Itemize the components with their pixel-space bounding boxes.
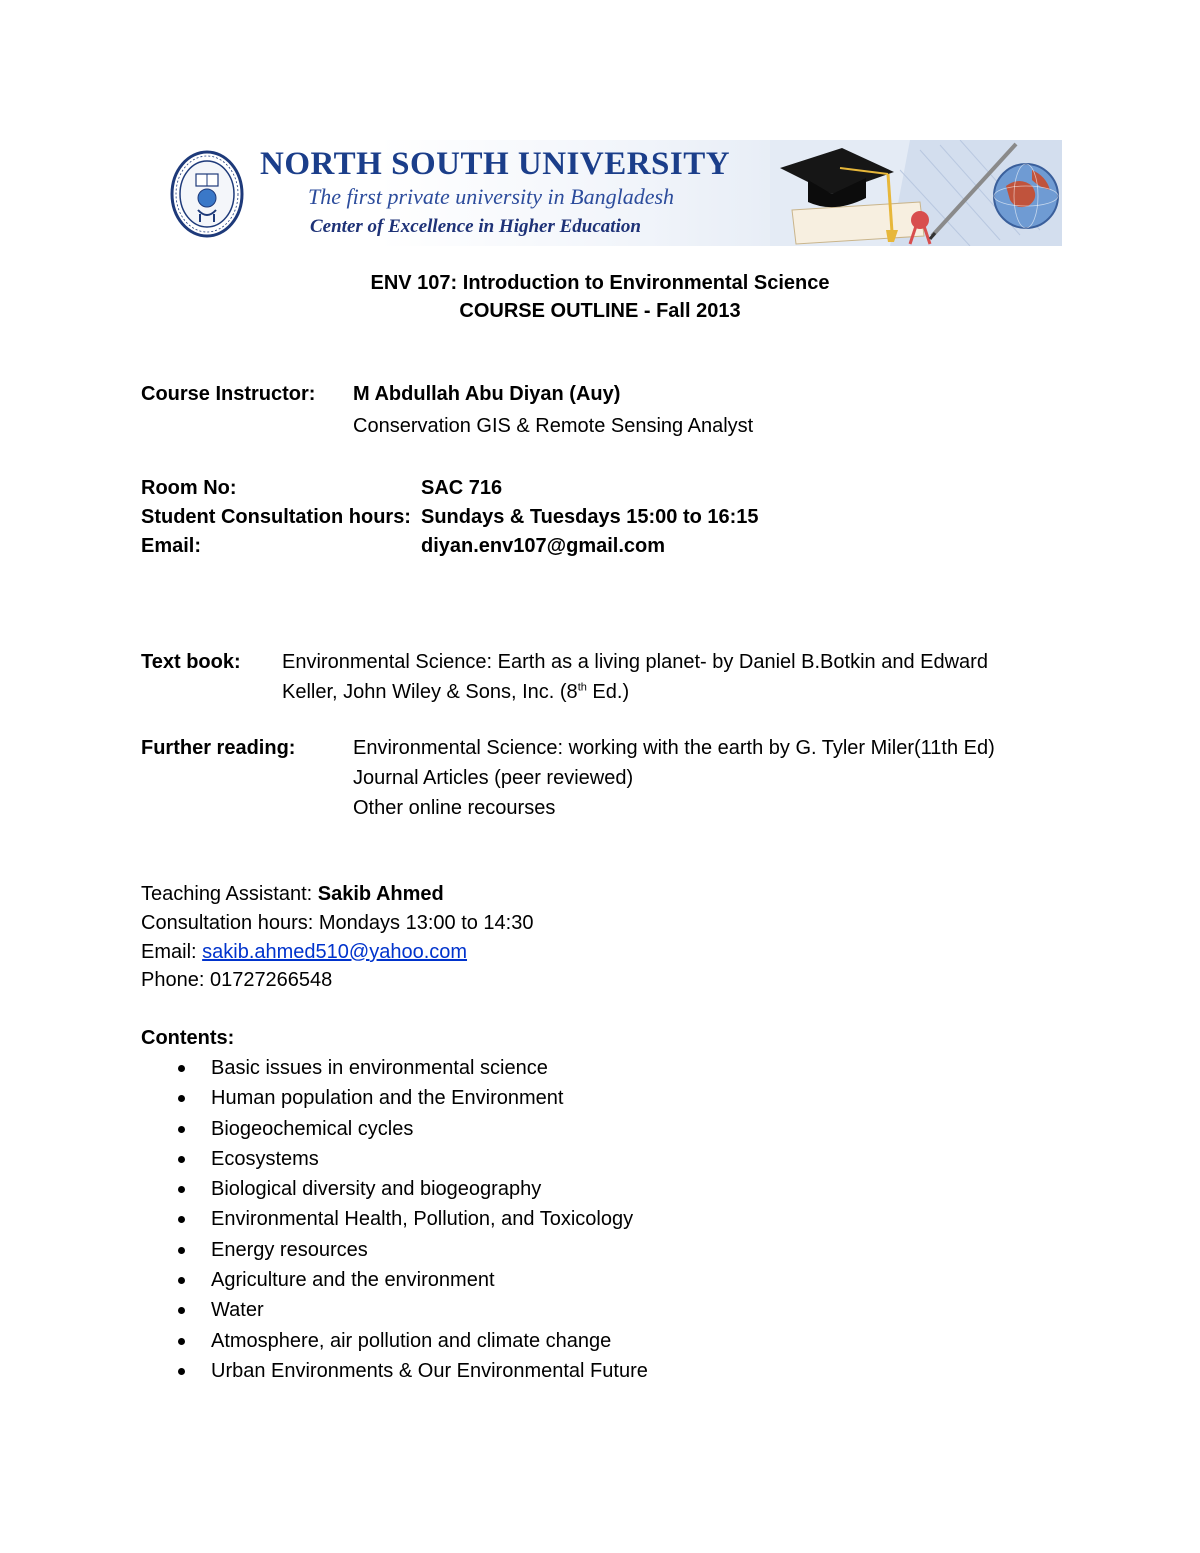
- ta-line: [141, 883, 444, 906]
- contents-label: Contents:: [141, 1027, 235, 1049]
- textbook-line-2-end: Ed.): [586, 681, 630, 703]
- banner-university-name: NORTH SOUTH UNIVERSITY: [260, 146, 731, 182]
- textbook-line-2: [282, 681, 629, 704]
- contents-item: Ecosystems: [141, 1146, 648, 1176]
- ta-phone: Phone: 01727266548: [141, 969, 333, 991]
- textbook-line-2-text: Keller, John Wiley & Sons, Inc. (8: [282, 681, 578, 703]
- contents-item: Energy resources: [141, 1237, 648, 1267]
- contents-list: [141, 1055, 648, 1388]
- banner-motto: Center of Excellence in Higher Education: [310, 216, 641, 237]
- further-reading-label: Further reading:: [141, 737, 296, 759]
- consultation-hours-label: Student Consultation hours:: [141, 506, 411, 528]
- room-value: SAC 716: [421, 477, 503, 499]
- ta-email-line: [141, 941, 467, 964]
- contents-item: Water: [141, 1297, 648, 1327]
- banner-tagline: The first private university in Bangladesh: [308, 184, 675, 209]
- further-reading-item: Other online recourses: [353, 797, 556, 819]
- ta-name: Sakib Ahmed: [317, 883, 444, 905]
- further-reading-item: Journal Articles (peer reviewed): [353, 767, 634, 789]
- instructor-label: Course Instructor:: [141, 383, 316, 405]
- contents-item: Urban Environments & Our Environmental Future: [141, 1358, 648, 1388]
- further-reading-item: Environmental Science: working with the earth by G. Tyler Miler(11th Ed): [353, 737, 995, 759]
- graduation-cap-globe-illustration-icon: [770, 140, 1062, 246]
- contents-item: Atmosphere, air pollution and climate change: [141, 1328, 648, 1358]
- room-label: Room No:: [141, 477, 237, 499]
- instructor-name: M Abdullah Abu Diyan (Auy): [353, 383, 621, 405]
- consultation-hours-value: Sundays & Tuesdays 15:00 to 16:15: [421, 506, 759, 528]
- email-label: Email:: [141, 535, 202, 557]
- contents-item: Agriculture and the environment: [141, 1267, 648, 1297]
- ta-email-label: Email:: [141, 941, 203, 963]
- contents-item: Basic issues in environmental science: [141, 1055, 648, 1085]
- ta-email-link[interactable]: sakib.ahmed510@yahoo.com: [202, 941, 468, 963]
- contents-item: Environmental Health, Pollution, and Toxicology: [141, 1206, 648, 1236]
- instructor-title: Conservation GIS & Remote Sensing Analyst: [353, 415, 754, 437]
- instructor-email: diyan.env107@gmail.com: [421, 535, 666, 557]
- ta-consultation-hours: Consultation hours: Mondays 13:00 to 14:30: [141, 912, 534, 934]
- contents-item: Human population and the Environment: [141, 1085, 648, 1115]
- contents-item: Biological diversity and biogeography: [141, 1176, 648, 1206]
- textbook-label: Text book:: [141, 651, 241, 673]
- textbook-line-1: Environmental Science: Earth as a living planet- by Daniel B.Botkin and Edward: [282, 651, 988, 673]
- ta-label: Teaching Assistant:: [141, 883, 318, 905]
- university-seal-icon: [170, 150, 244, 238]
- university-banner: [140, 140, 1062, 246]
- textbook-edition-superscript: th: [577, 681, 587, 694]
- course-title: ENV 107: Introduction to Environmental Science: [370, 272, 830, 294]
- contents-item: Biogeochemical cycles: [141, 1116, 648, 1146]
- course-outline-term: COURSE OUTLINE - Fall 2013: [459, 300, 741, 322]
